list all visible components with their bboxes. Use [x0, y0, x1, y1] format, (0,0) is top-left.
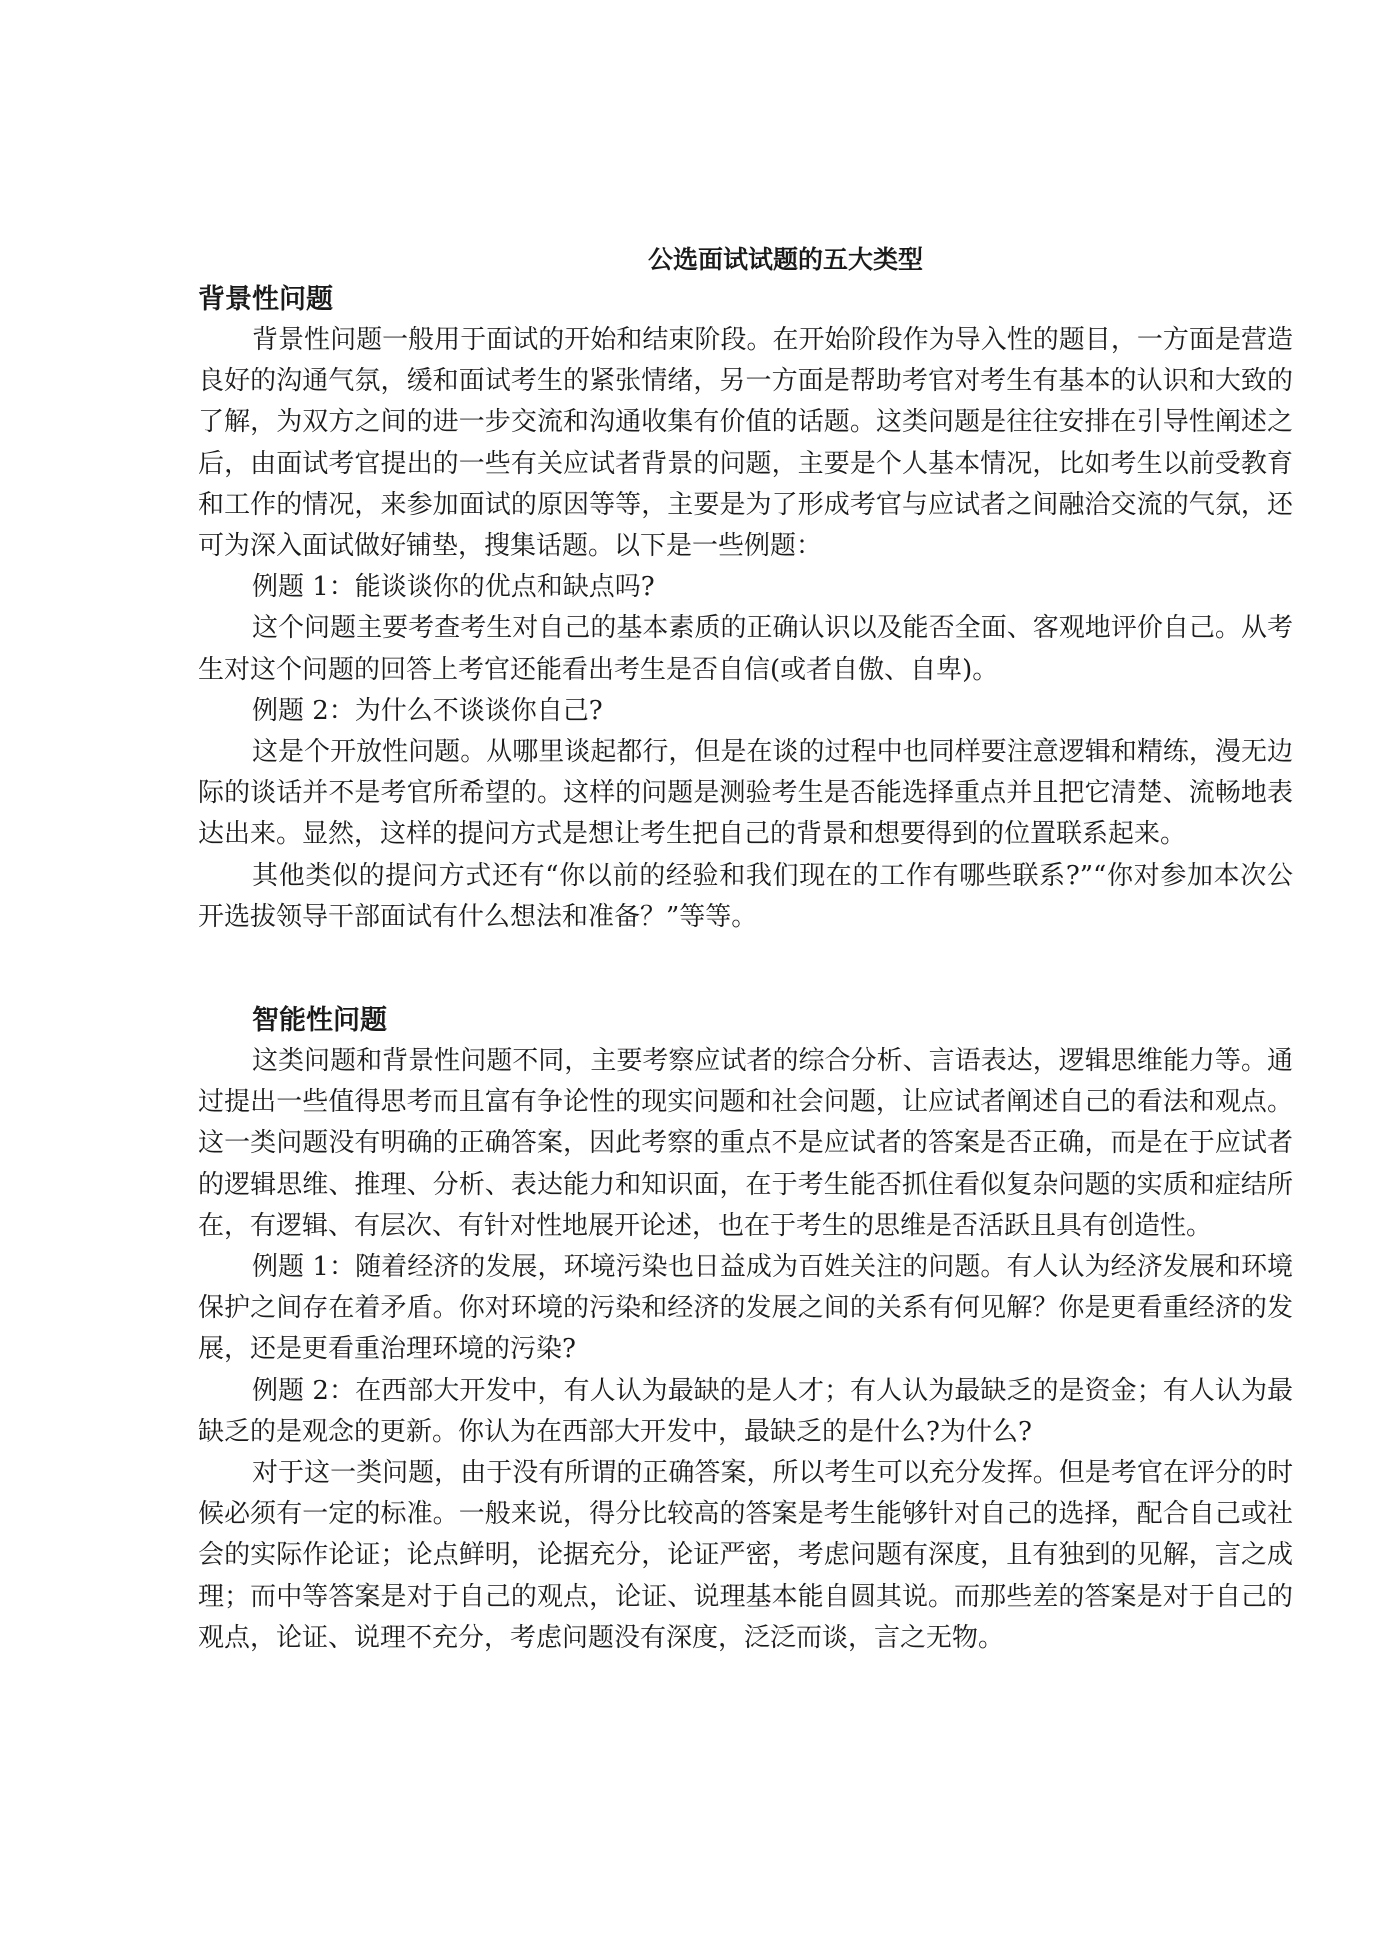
document-page [198, 240, 1293, 1659]
paragraph: 背景性问题一般用于面试的开始和结束阶段。在开始阶段作为导入性的题目，一方面是营造良好的沟通气氛，缓和面试考生的紧张情绪，另一方面是帮助考官对考生有基本的认识和大致的了解，为双方之间的进一步交流和沟通收集有价值的话题。这类问题是往往安排在引导性阐述之后，由面试考官提出的一些有关应试者背景的问题，主要是个人基本情况，比如考生以前受教育和工作的情况，来参加面试的原因等等，主要是为了形成考官与应试者之间融洽交流的气氛，还可为深入面试做好铺垫，搜集话题。以下是一些例题： [198, 325, 1293, 562]
example-question: 例题 2：为什么不谈谈你自己? [252, 695, 603, 726]
paragraph: 对于这一类问题，由于没有所谓的正确答案，所以考生可以充分发挥。但是考官在评分的时候必须有一定的标准。一般来说，得分比较高的答案是考生能够针对自己的选择，配合自己或社会的实际作论证；论点鲜明，论据充分，论证严密，考虑问题有深度，且有独到的见解，言之成理；而中等答案是对于自己的观点，论证、说理基本能自圆其说。而那些差的答案是对于自己的观点，论证、说理不充分，考虑问题没有深度，泛泛而谈，言之无物。 [198, 1458, 1293, 1653]
example-question: 例题 1：能谈谈你的优点和缺点吗? [252, 572, 655, 603]
paragraph: 这是个开放性问题。从哪里谈起都行，但是在谈的过程中也同样要注意逻辑和精练，漫无边际的谈话并不是考官所希望的。这样的问题是测验考生是否能选择重点并且把它清楚、流畅地表达出来。显然，这样的提问方式是想让考生把自己的背景和想要得到的位置联系起来。 [198, 737, 1293, 850]
section-background-questions [198, 280, 1293, 938]
paragraph: 这个问题主要考查考生对自己的基本素质的正确认识以及能否全面、客观地评价自己。从考生对这个问题的回答上考官还能看出考生是否自信(或者自傲、自卑)。 [198, 613, 1293, 685]
paragraph: 其他类似的提问方式还有“你以前的经验和我们现在的工作有哪些联系?”“你对参加本次公开选拔领导干部面试有什么想法和准备？”等等。 [198, 860, 1293, 932]
example-question: 例题 2：在西部大开发中，有人认为最缺的是人才；有人认为最缺乏的是资金；有人认为最缺乏的是观念的更新。你认为在西部大开发中，最缺乏的是什么?为什么? [198, 1375, 1293, 1447]
section-intelligence-questions [198, 1001, 1293, 1659]
paragraph: 这类问题和背景性问题不同，主要考察应试者的综合分析、言语表达，逻辑思维能力等。通过提出一些值得思考而且富有争论性的现实问题和社会问题，让应试者阐述自己的看法和观点。这一类问题没有明确的正确答案，因此考察的重点不是应试者的答案是否正确，而是在于应试者的逻辑思维、推理、分析、表达能力和知识面，在于考生能否抓住看似复杂问题的实质和症结所在，有逻辑、有层次、有针对性地展开论述，也在于考生的思维是否活跃且具有创造性。 [198, 1046, 1293, 1241]
section-spacer [198, 938, 1293, 1001]
section-heading: 智能性问题 [252, 1005, 387, 1037]
example-question: 例题 1：随着经济的发展，环境污染也日益成为百姓关注的问题。有人认为经济发展和环境保护之间存在着矛盾。你对环境的污染和经济的发展之间的关系有何见解？你是更看重经济的发展，还是更看重治理环境的污染? [198, 1252, 1293, 1365]
section-heading: 背景性问题 [198, 284, 333, 315]
document-title: 公选面试试题的五大类型 [647, 245, 923, 274]
